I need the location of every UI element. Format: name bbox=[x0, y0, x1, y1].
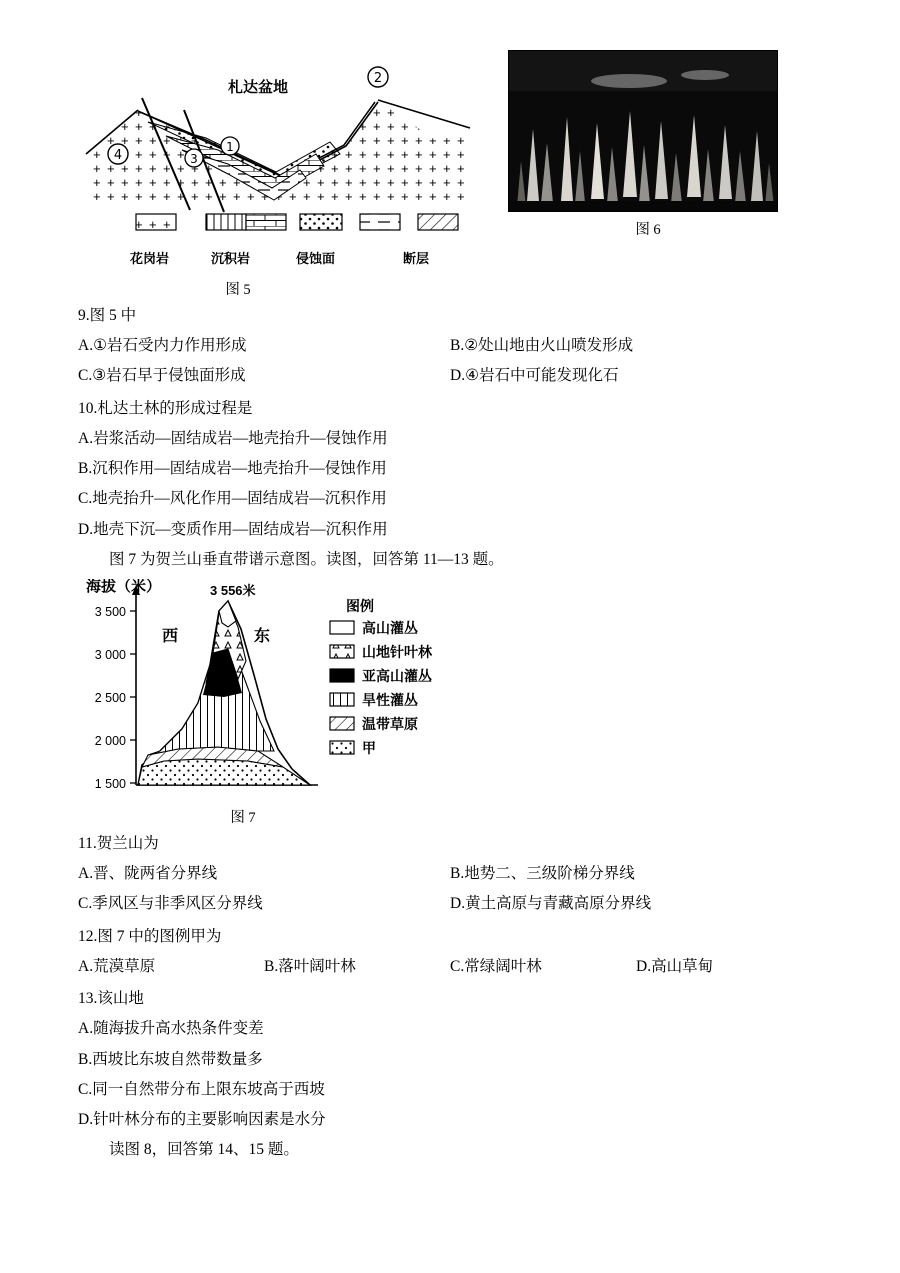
figure-5 bbox=[78, 50, 478, 299]
svg-text:1 500: 1 500 bbox=[94, 776, 126, 791]
fig7-legend-xeric-shrub: 旱性灌丛 bbox=[362, 691, 418, 708]
fig7-legend-temperate-grassland: 温带草原 bbox=[362, 715, 418, 732]
geological-cross-section bbox=[78, 50, 478, 250]
vertical-zonation-chart bbox=[78, 579, 538, 801]
page-content bbox=[78, 50, 822, 1165]
svg-text:图例: 图例 bbox=[346, 597, 374, 614]
q10-option-a[interactable]: A.岩浆活动—固结成岩—地壳抬升—侵蚀作用 bbox=[78, 429, 388, 447]
svg-text:西: 西 bbox=[162, 627, 179, 645]
svg-text:2 500: 2 500 bbox=[94, 690, 126, 705]
q13-option-b[interactable]: B.西坡比东坡自然带数量多 bbox=[78, 1050, 263, 1068]
fig5-caption: 图 5 bbox=[225, 282, 251, 298]
figure-6 bbox=[478, 50, 822, 239]
fig5-legend-sedimentary: 沉积岩 bbox=[211, 251, 251, 266]
fig5-legend-granite: 花岗岩 bbox=[130, 251, 170, 266]
q9-option-a[interactable]: A.①岩石受内力作用形成 bbox=[78, 337, 247, 355]
question-13-stem: 13.该山地 bbox=[78, 990, 144, 1008]
svg-text:3 556米: 3 556米 bbox=[210, 582, 256, 598]
q9-option-b[interactable]: B.②处山地由火山喷发形成 bbox=[450, 337, 634, 355]
svg-text:海拔（米）: 海拔（米） bbox=[86, 578, 162, 595]
fig7-legend-subalpine-shrub: 亚高山灌丛 bbox=[362, 667, 432, 684]
zhada-earth-forest-photo bbox=[508, 50, 778, 212]
q11-option-c[interactable]: C.季风区与非季风区分界线 bbox=[78, 895, 263, 913]
svg-text:4: 4 bbox=[113, 148, 123, 163]
question-12-stem: 12.图 7 中的图例甲为 bbox=[78, 927, 222, 945]
figure-row-5-6 bbox=[78, 50, 822, 299]
fig7-legend-montane-conifer: 山地针叶林 bbox=[362, 643, 432, 660]
q10-option-b[interactable]: B.沉积作用—固结成岩—地壳抬升—侵蚀作用 bbox=[78, 460, 387, 478]
svg-text:3 000: 3 000 bbox=[94, 647, 126, 662]
q10-option-d[interactable]: D.地壳下沉—变质作用—固结成岩—沉积作用 bbox=[78, 520, 388, 538]
q12-option-d[interactable]: D.高山草甸 bbox=[636, 957, 714, 975]
fig7-intro-note: 图 7 为贺兰山垂直带谱示意图。读图，回答第 11—13 题。 bbox=[109, 550, 504, 568]
question-9-stem: 9.图 5 中 bbox=[78, 307, 137, 324]
fig5-legend-fault: 断层 bbox=[403, 251, 430, 266]
question-12-options-row bbox=[78, 952, 822, 982]
svg-text:2 000: 2 000 bbox=[94, 733, 126, 748]
q11-option-b[interactable]: B.地势二、三级阶梯分界线 bbox=[450, 865, 635, 883]
fig7-caption: 图 7 bbox=[230, 809, 256, 826]
q12-option-a[interactable]: A.荒漠草原 bbox=[78, 957, 156, 975]
svg-text:2: 2 bbox=[373, 71, 383, 86]
q13-option-a[interactable]: A.随海拔升高水热条件变差 bbox=[78, 1020, 264, 1038]
svg-text:东: 东 bbox=[254, 627, 271, 645]
question-10-stem: 10.札达土林的形成过程是 bbox=[78, 399, 253, 417]
q13-option-c[interactable]: C.同一自然带分布上限东坡高于西坡 bbox=[78, 1080, 325, 1098]
fig8-intro-note: 读图 8，回答第 14、15 题。 bbox=[109, 1141, 299, 1159]
question-9-options-row-1 bbox=[78, 331, 822, 361]
fig5-basin-label: 札达盆地 bbox=[228, 79, 289, 96]
question-11-stem: 11.贺兰山为 bbox=[78, 834, 159, 852]
question-9-options-row-2 bbox=[78, 361, 822, 391]
svg-text:3: 3 bbox=[190, 152, 198, 166]
question-11-options-row-2 bbox=[78, 889, 822, 919]
q12-option-b[interactable]: B.落叶阔叶林 bbox=[264, 957, 356, 975]
svg-text:3 500: 3 500 bbox=[94, 604, 126, 619]
q11-option-a[interactable]: A.晋、陇两省分界线 bbox=[78, 865, 218, 883]
svg-text:1: 1 bbox=[226, 140, 234, 154]
q10-option-c[interactable]: C.地壳抬升—风化作用—固结成岩—沉积作用 bbox=[78, 490, 387, 508]
fig7-legend-alpine-shrub: 高山灌丛 bbox=[362, 619, 418, 636]
fig5-legend-erosion-surface: 侵蚀面 bbox=[296, 251, 336, 266]
question-11-options-row-1 bbox=[78, 859, 822, 889]
q11-option-d[interactable]: D.黄土高原与青藏高原分界线 bbox=[450, 895, 652, 913]
q13-option-d[interactable]: D.针叶林分布的主要影响因素是水分 bbox=[78, 1110, 326, 1128]
q12-option-c[interactable]: C.常绿阔叶林 bbox=[450, 957, 542, 975]
q9-option-d[interactable]: D.④岩石中可能发现化石 bbox=[450, 367, 619, 385]
figure-7 bbox=[78, 579, 822, 827]
fig7-legend-jia: 甲 bbox=[362, 739, 376, 756]
fig6-caption: 图 6 bbox=[635, 222, 661, 238]
q9-option-c[interactable]: C.③岩石早于侵蚀面形成 bbox=[78, 367, 246, 385]
